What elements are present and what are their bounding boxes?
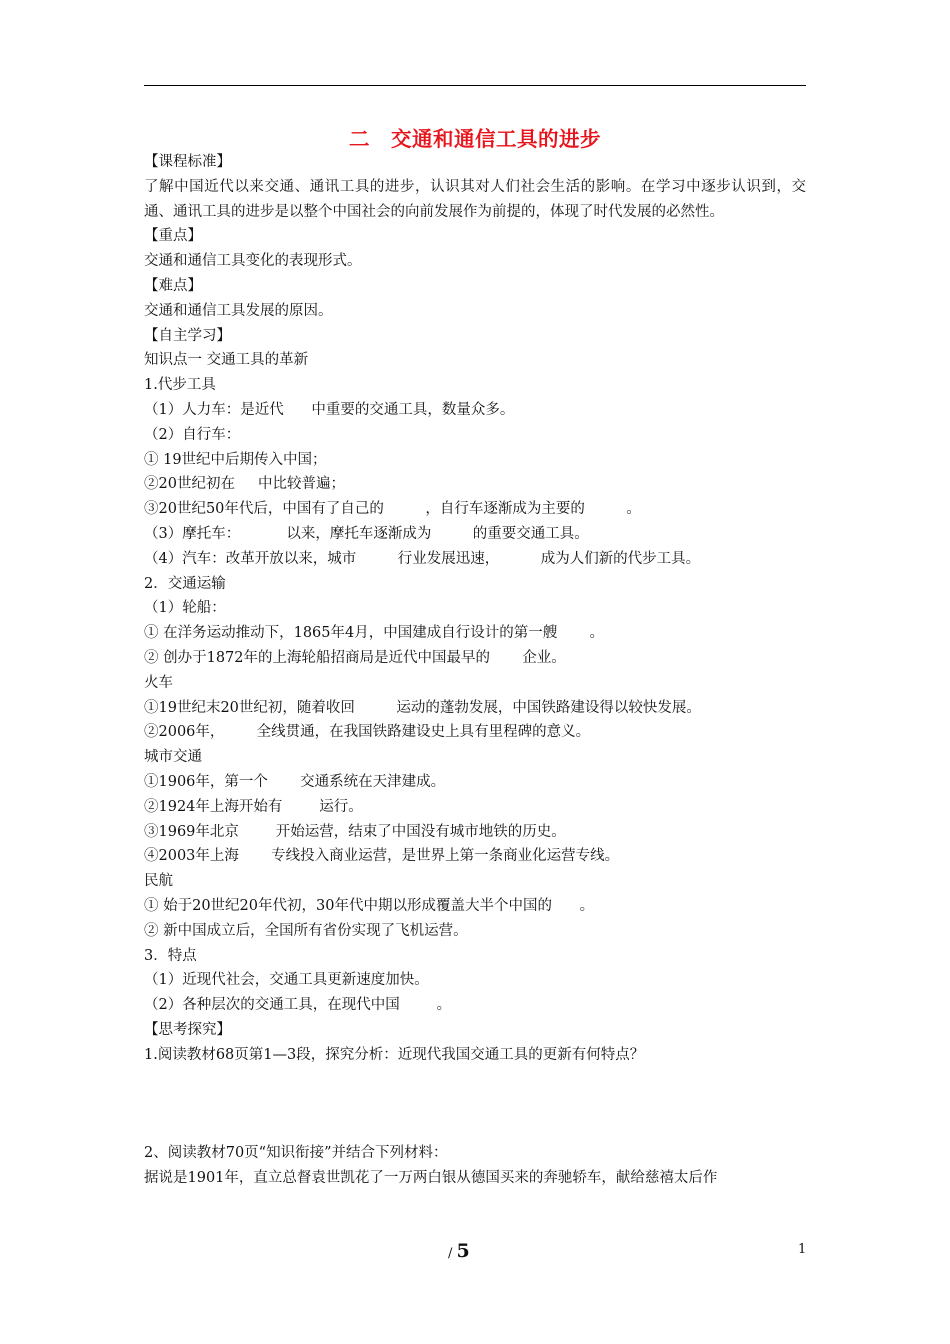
key-text: 交通和通信工具变化的表现形式。 <box>144 253 362 270</box>
text-line: （2）自行车： <box>144 426 241 443</box>
text-line: ②1924年上海开始有 运行。 <box>144 798 363 815</box>
section-heading-self-study: 【自主学习】 <box>144 327 231 344</box>
text-line: ②20世纪初在 中比较普遍； <box>144 476 345 493</box>
page-total-value: 5 <box>456 1240 470 1262</box>
text-line: ① 19世纪中后期传入中国； <box>144 451 327 468</box>
text-line: （3）摩托车： 以来，摩托车逐渐成为 的重要交通工具。 <box>144 525 589 542</box>
explore-material-text: 据说是1901年，直立总督袁世凯花了一万两白银从德国买来的奔驰轿车，献给慈禧太后作 <box>144 1170 718 1187</box>
text-line: ② 创办于1872年的上海轮船招商局是近代中国最早的 企业。 <box>144 649 566 666</box>
text-line: ③20世纪50年代后，中国有了自己的 ，自行车逐渐成为主要的 。 <box>144 501 641 518</box>
section-heading-difficult: 【难点】 <box>144 277 202 294</box>
section-heading-standard: 【课程标准】 <box>144 154 231 170</box>
text-line: 民航 <box>144 873 173 890</box>
page-total <box>448 1240 470 1262</box>
answer-space <box>144 1116 806 1141</box>
page-total-prefix: / <box>448 1246 457 1261</box>
text-line: ①19世纪末20世纪初，随着收回 运动的蓬勃发展，中国铁路建设得以较快发展。 <box>144 699 701 716</box>
text-line: ②2006年， 全线贯通，在我国铁路建设史上具有里程碑的意义。 <box>144 724 591 741</box>
header-rule <box>144 85 806 86</box>
text-line: ① 始于20世纪20年代初，30年代中期以形成覆盖大半个中国的 。 <box>144 897 595 914</box>
difficult-text: 交通和通信工具发展的原因。 <box>144 302 333 319</box>
document-title: 二 交通和通信工具的进步 <box>349 127 601 151</box>
text-line: （1）轮船： <box>144 600 226 617</box>
text-line: 城市交通 <box>144 749 202 766</box>
text-line: （1）近现代社会，交通工具更新速度加快。 <box>144 972 429 989</box>
text-line: ①1906年，第一个 交通系统在天津建成。 <box>144 773 446 790</box>
text-line: 知识点一 交通工具的革新 <box>144 352 309 369</box>
answer-space <box>144 1067 806 1116</box>
text-line: 1.代步工具 <box>144 377 216 394</box>
text-line: （4）汽车：改革开放以来，城市 行业发展迅速， 成为人们新的代步工具。 <box>144 550 701 567</box>
text-line: ② 新中国成立后，全国所有省份实现了飞机运营。 <box>144 922 468 939</box>
text-line: ④2003年上海 专线投入商业运营，是世界上第一条商业化运营专线。 <box>144 848 620 865</box>
text-line: 2．交通运输 <box>144 575 226 592</box>
page-number: 1 <box>798 1242 807 1257</box>
standard-text: 了解中国近代以来交通、通讯工具的进步，认识其对人们社会生活的影响。在学习中逐步认识到，交通、通讯工具的进步是以整个中国社会的向前发展作为前提的，体现了时代发展的必然性。 <box>144 178 806 220</box>
section-heading-explore: 【思考探究】 <box>144 1021 231 1038</box>
document-body <box>144 150 806 1191</box>
text-line: 火车 <box>144 674 173 691</box>
explore-question-1: 1.阅读教材68页第1—3段，探究分析：近现代我国交通工具的更新有何特点？ <box>144 1046 645 1063</box>
text-line: ③1969年北京 开始运营，结束了中国没有城市地铁的历史。 <box>144 823 566 840</box>
section-heading-key: 【重点】 <box>144 228 202 245</box>
text-line: （2）各种层次的交通工具，在现代中国 。 <box>144 997 452 1014</box>
text-line: 3．特点 <box>144 947 197 964</box>
text-line: （1）人力车：是近代 中重要的交通工具，数量众多。 <box>144 401 515 418</box>
text-line: ① 在洋务运动推动下，1865年4月，中国建成自行设计的第一艘 。 <box>144 625 604 642</box>
explore-question-2: 2、阅读教材70页“知识衔接”并结合下列材料： <box>144 1145 448 1162</box>
